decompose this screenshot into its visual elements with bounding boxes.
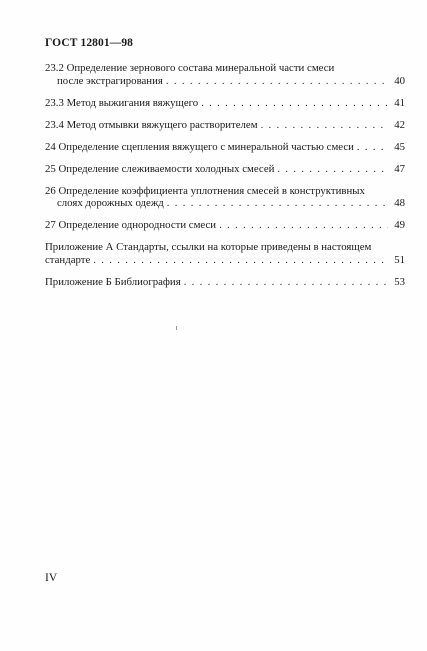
document-header: ГОСТ 12801—98 <box>45 37 134 49</box>
toc-entry-25 <box>45 163 405 176</box>
toc-page-number: 45 <box>394 140 405 153</box>
dot-leader <box>166 75 388 88</box>
toc-page-number: 49 <box>394 219 405 231</box>
toc-entry-title: 23.2 Определение зернового состава минеральной части смеси <box>45 62 335 74</box>
toc-page-number: 48 <box>394 197 405 209</box>
toc-entry-appendix-a <box>45 241 405 266</box>
toc-entry-title: 23.4 Метод отмывки вяжущего растворителем <box>45 118 258 131</box>
scan-artifact <box>176 326 177 330</box>
toc-entry-title-continued: после экстрагирования <box>57 74 163 87</box>
toc-page-number: 53 <box>394 275 405 288</box>
toc-entry-23-4 <box>45 119 405 132</box>
toc-entry-title: 25 Определение слеживаемости холодных смесей <box>45 162 275 175</box>
toc-entry-27 <box>45 219 405 232</box>
toc-entry-title: Приложение Б Библиография <box>45 275 181 288</box>
toc-entry-title-continued: стандарте <box>45 253 91 266</box>
dot-leader <box>219 219 388 232</box>
toc-page-number: 41 <box>394 96 405 109</box>
toc-entry-23-2 <box>45 62 405 87</box>
toc-entry-23-3 <box>45 97 405 110</box>
toc-entry-title: 23.3 Метод выжигания вяжущего <box>45 96 199 109</box>
toc-entry-appendix-b <box>45 276 405 289</box>
dot-leader <box>184 276 388 289</box>
dot-leader <box>261 119 388 132</box>
dot-leader <box>201 97 388 110</box>
toc-entry-title: 27 Определение однородности смеси <box>45 219 217 231</box>
dot-leader <box>167 197 388 210</box>
toc-page-number: 42 <box>394 118 405 131</box>
toc-entry-26 <box>45 185 405 210</box>
toc-page-number: 47 <box>394 162 405 175</box>
toc-entry-title: Приложение А Стандарты, ссылки на которые приведены в настоящем <box>45 241 372 253</box>
toc-page-number: 40 <box>394 74 405 87</box>
dot-leader <box>277 163 388 176</box>
page-number: IV <box>45 572 58 584</box>
toc-entry-title: 26 Определение коэффициента уплотнения смесей в конструктивных <box>45 184 365 197</box>
dot-leader <box>93 254 388 267</box>
toc-entry-24 <box>45 141 405 154</box>
toc-entry-title-continued: слоях дорожных одежд <box>57 197 164 209</box>
toc-entry-title: 24 Определение сцепления вяжущего с минеральной частью смеси <box>45 140 354 153</box>
dot-leader <box>357 141 388 154</box>
toc-page-number: 51 <box>394 253 405 266</box>
table-of-contents <box>45 62 405 298</box>
